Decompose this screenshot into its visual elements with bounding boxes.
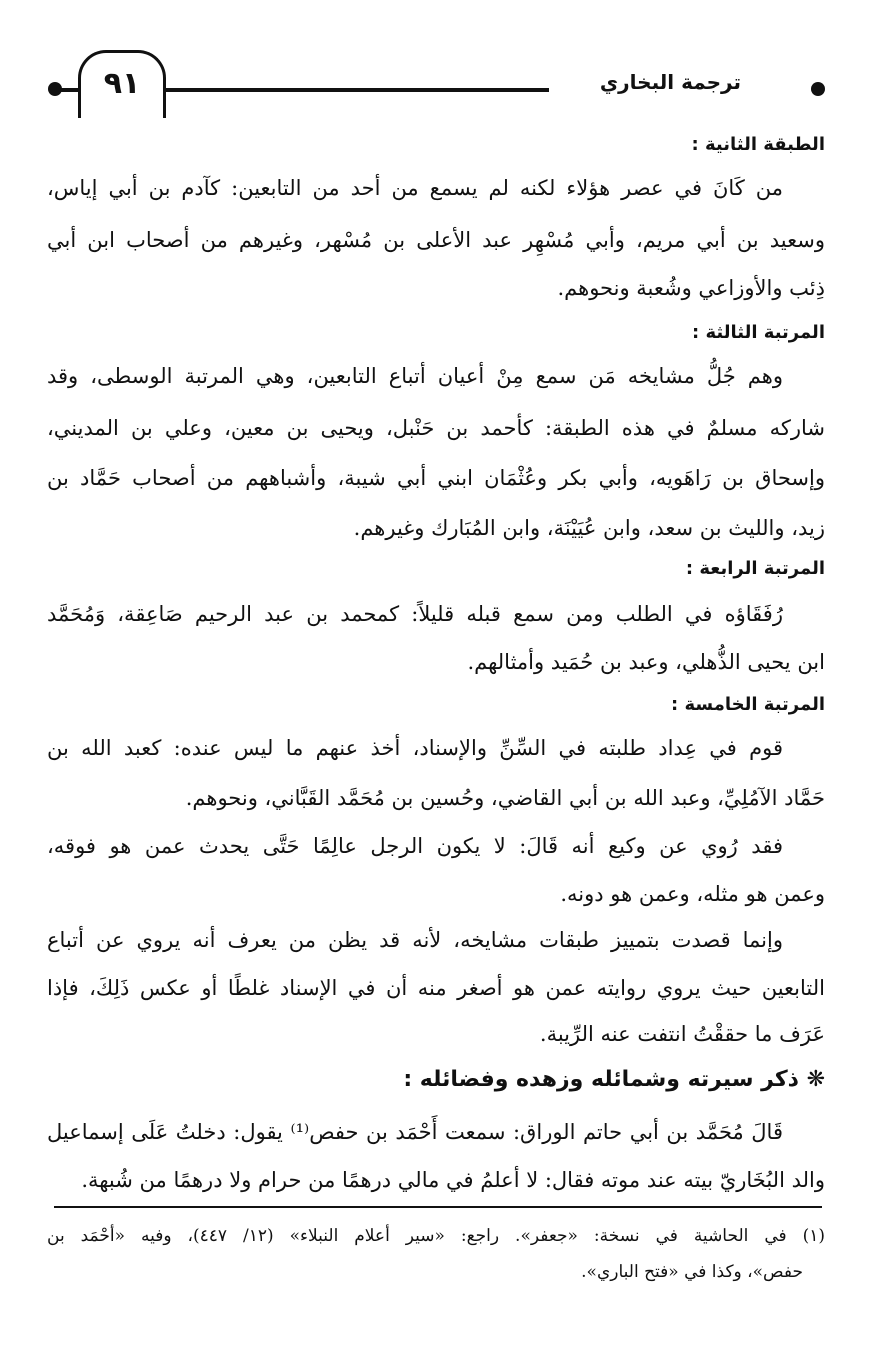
right-ornament-dot [811,82,825,96]
paragraph-line: وإسحاق بن رَاهَويه، وأبي بكر وعُثْمَان ابني أبي شيبة، وأشباههم من أصحاب حَمَّاد بن [47,466,825,490]
paragraph-line: ذِئب والأوزاعي وشُعبة ونحوهم. [557,276,825,300]
heading-third-tier: المرتبة الثالثة : [691,322,825,343]
footnote-line: (١) في الحاشية في نسخة: «جعفر». راجع: «سير أعلام النبلاء» (١٢/ ٤٤٧)، وفيه «أحْمَد بن [47,1226,825,1246]
paragraph-line: وعمن هو مثله، وعمن هو دونه. [560,882,825,906]
footnote-line: حفص»، وكذا في «فتح الباري». [581,1262,803,1282]
footnote-separator [54,1206,822,1208]
page-number: ٩١ [103,66,141,101]
left-rule-segment [60,88,80,92]
paragraph-line: قوم في عِداد طلبته في السِّنِّ والإسناد، أخذ عنهم ما ليس عنده: كعبد الله بن [47,736,783,760]
paragraph-line: التابعين حيث يروي روايته عمن هو أصغر منه أن في الإسناد غلطًا أو عكس ذَلِكَ، فإذا [47,976,825,1000]
paragraph-line: وهم جُلُّ مشايخه مَن سمع مِنْ أعيان أتباع التابعين، وهي المرتبة الوسطى، وقد [47,364,783,388]
paragraph-line: وسعيد بن أبي مريم، وأبي مُسْهِر عبد الأعلى بن مُسْهر، وغيرهم من أصحاب ابن أبي [47,228,825,252]
paragraph-line: وإنما قصدت بتمييز طبقات مشايخه، لأنه قد يظن من يعرف أنه يروي عن أتباع [47,928,783,952]
paragraph-line: فقد رُوي عن وكيع أنه قَالَ: لا يكون الرجل عالِمًا حَتَّى يحدث عمن هو فوقه، [47,834,783,858]
paragraph-line: عَرَف ما حققْتُ انتفت عنه الرِّيبة. [539,1022,825,1046]
paragraph-line: رُفَقَاؤه في الطلب ومن سمع قبله قليلاً: كمحمد بن عبد الرحيم صَاعِقة، وَمُحَمَّد [47,602,783,626]
page-header [0,0,873,130]
paragraph-line: ابن يحيى الذُّهلي، وعبد بن حُمَيد وأمثالهم. [467,650,825,674]
heading-fourth-tier: المرتبة الرابعة : [685,558,825,579]
header-rule [164,88,549,92]
heading-second-tier: الطبقة الثانية : [691,134,825,155]
paragraph-line: زيد، والليث بن سعد، وابن عُيَيْنَة، وابن المُبَارك وغيرهم. [353,516,825,540]
paragraph-line: من كَانَ في عصر هؤلاء لكنه لم يسمع من أحد من التابعين: كآدم بن أبي إياس، [47,176,783,200]
paragraph-line: والد البُخَاريّ بيته عند موته فقال: لا أعلمُ في مالي درهمًا من حرام ولا درهمًا من شُبهة. [81,1168,825,1192]
heading-fifth-tier: المرتبة الخامسة : [671,694,825,715]
paragraph-line: شاركه مسلمٌ في هذه الطبقة: كأحمد بن حَنْبل، ويحيى بن معين، وعلي بن المديني، [47,416,825,440]
paragraph-line: قَالَ مُحَمَّد بن أبي حاتم الوراق: سمعت أَحْمَد بن حفص⁽¹⁾ يقول: دخلتُ عَلَى إسماعيل [47,1120,783,1144]
section-heading: ❋ ذكر سيرته وشمائله وزهده وفضائله : [403,1067,825,1092]
running-title: ترجمة البخاري [599,70,741,94]
paragraph-line: حَمَّاد الآمُلِيِّ، وعبد الله بن أبي القاضي، وحُسين بن مُحَمَّد القَبَّاني، ونحوهم. [185,786,825,810]
